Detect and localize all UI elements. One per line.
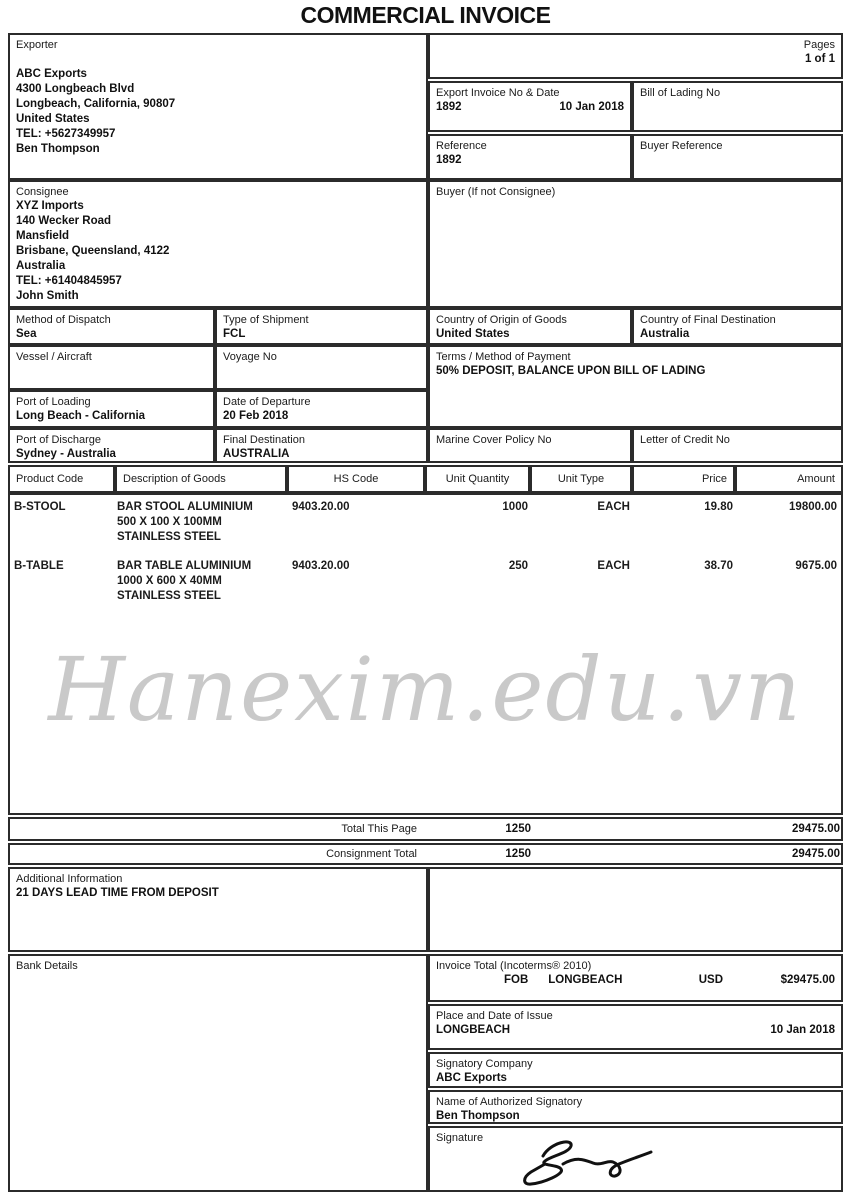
marine-cover-cell — [428, 428, 632, 463]
item-price: 38.70 — [704, 560, 733, 572]
export-invoice-value — [436, 100, 624, 115]
invoice-total-value — [436, 973, 835, 988]
date-of-departure-label: Date of Departure — [223, 396, 311, 408]
method-of-dispatch-label: Method of Dispatch — [16, 314, 111, 326]
total-this-page-amount: 29475.00 — [792, 822, 840, 835]
place-date-of-issue-value — [436, 1023, 835, 1038]
issue-place: LONGBEACH — [436, 1024, 511, 1036]
document-title: COMMERCIAL INVOICE — [300, 2, 551, 28]
additional-information-cell — [8, 867, 428, 952]
item-product-code: B-STOOL — [14, 501, 66, 513]
port-of-discharge-label: Port of Discharge — [16, 434, 101, 446]
letter-of-credit-label: Letter of Credit No — [640, 434, 730, 446]
vessel-label: Vessel / Aircraft — [16, 351, 92, 363]
consignee-line: John Smith — [16, 290, 79, 302]
item-description-line: STAINLESS STEEL — [117, 590, 221, 602]
item-description-line: STAINLESS STEEL — [117, 531, 221, 543]
terms-of-payment-label: Terms / Method of Payment — [436, 351, 571, 363]
header-amount — [735, 465, 843, 493]
consignment-total-label: Consignment Total — [326, 848, 417, 860]
final-destination-value: AUSTRALIA — [223, 448, 290, 460]
item-description-line: 500 X 100 X 100MM — [117, 516, 222, 528]
bill-of-lading-cell — [632, 81, 843, 132]
bank-details-label: Bank Details — [16, 960, 78, 972]
method-of-dispatch-value: Sea — [16, 328, 37, 340]
handwritten-signature-icon — [505, 1134, 715, 1186]
exporter-line: Longbeach, California, 90807 — [16, 98, 176, 110]
item-unit-quantity: 1000 — [502, 501, 528, 513]
authorized-signatory-value: Ben Thompson — [436, 1110, 520, 1122]
item-price: 19.80 — [704, 501, 733, 513]
exporter-address — [16, 67, 420, 157]
vessel-cell — [8, 345, 215, 390]
item-description-line: BAR STOOL ALUMINIUM — [117, 501, 253, 513]
invoice-total-amount: $29475.00 — [780, 974, 835, 986]
total-this-page-quantity: 1250 — [505, 822, 531, 835]
item-description-line: BAR TABLE ALUMINIUM — [117, 560, 252, 572]
port-of-loading-label: Port of Loading — [16, 396, 91, 408]
item-description-line: 1000 X 600 X 40MM — [117, 575, 222, 587]
header-unit-type-label: Unit Type — [557, 473, 605, 485]
header-unit-type — [530, 465, 632, 493]
export-invoice-cell — [428, 81, 632, 132]
export-invoice-date: 10 Jan 2018 — [559, 101, 624, 113]
bank-details-cell — [8, 954, 428, 1192]
header-hs-code — [287, 465, 425, 493]
pages-cell — [428, 33, 843, 79]
letter-of-credit-cell — [632, 428, 843, 463]
invoice-total-label: Invoice Total (Incoterms® 2010) — [436, 960, 592, 972]
consignment-total-quantity: 1250 — [505, 847, 531, 860]
country-of-origin-value: United States — [436, 328, 510, 340]
item-hs-code: 9403.20.00 — [292, 501, 350, 513]
item-row — [10, 554, 841, 613]
total-this-page-row — [8, 817, 843, 841]
invoice-total-currency: USD — [698, 974, 723, 986]
terms-of-payment-value: 50% DEPOSIT, BALANCE UPON BILL OF LADING — [436, 365, 706, 377]
item-unit-type: EACH — [597, 501, 630, 513]
place-date-of-issue-label: Place and Date of Issue — [436, 1010, 553, 1022]
export-invoice-label: Export Invoice No & Date — [436, 87, 560, 99]
final-destination-label: Final Destination — [223, 434, 305, 446]
voyage-label: Voyage No — [223, 351, 277, 363]
place-date-of-issue-cell — [428, 1004, 843, 1050]
port-of-loading-cell — [8, 390, 215, 428]
exporter-line: Ben Thompson — [16, 143, 100, 155]
buyer-reference-label: Buyer Reference — [640, 140, 723, 152]
header-unit-quantity — [425, 465, 530, 493]
type-of-shipment-value: FCL — [223, 328, 246, 340]
item-product-code: B-TABLE — [14, 560, 64, 572]
date-of-departure-value: 20 Feb 2018 — [223, 410, 289, 422]
port-of-loading-value: Long Beach - California — [16, 410, 146, 422]
pages-label: Pages — [803, 39, 835, 51]
reference-value: 1892 — [436, 154, 462, 166]
header-product-code — [8, 465, 115, 493]
invoice-total-place: LONGBEACH — [548, 974, 623, 986]
authorized-signatory-cell — [428, 1090, 843, 1124]
signature-cell — [428, 1126, 843, 1192]
authorized-signatory-label: Name of Authorized Signatory — [436, 1096, 583, 1108]
buyer-label: Buyer (If not Consignee) — [436, 186, 556, 198]
header-hs-code-label: HS Code — [333, 473, 379, 485]
watermark-text: Hanexim.edu.vn — [48, 638, 803, 741]
method-of-dispatch-cell — [8, 308, 215, 345]
consignee-line: XYZ Imports — [16, 200, 84, 212]
consignee-label: Consignee — [16, 186, 69, 198]
item-amount: 19800.00 — [789, 501, 837, 513]
consignee-address — [16, 199, 420, 304]
item-description — [113, 559, 285, 613]
voyage-cell — [215, 345, 428, 390]
consignee-line: Brisbane, Queensland, 4122 — [16, 245, 170, 257]
date-of-departure-cell — [215, 390, 428, 428]
final-destination-cell — [215, 428, 428, 463]
exporter-line: 4300 Longbeach Blvd — [16, 83, 135, 95]
issue-date: 10 Jan 2018 — [770, 1024, 835, 1036]
type-of-shipment-label: Type of Shipment — [223, 314, 309, 326]
additional-information-right-cell — [428, 867, 843, 952]
exporter-line: ABC Exports — [16, 68, 87, 80]
consignee-line: Mansfield — [16, 230, 70, 242]
item-description — [113, 500, 285, 554]
buyer-reference-cell — [632, 134, 843, 180]
consignment-total-amount: 29475.00 — [792, 847, 840, 860]
reference-cell — [428, 134, 632, 180]
reference-label: Reference — [436, 140, 487, 152]
header-amount-label: Amount — [797, 473, 835, 485]
total-this-page-label: Total This Page — [341, 823, 417, 835]
signatory-company-value: ABC Exports — [436, 1072, 507, 1084]
export-invoice-number: 1892 — [436, 101, 462, 113]
marine-cover-label: Marine Cover Policy No — [436, 434, 552, 446]
item-hs-code: 9403.20.00 — [292, 560, 350, 572]
port-of-discharge-cell — [8, 428, 215, 463]
country-of-destination-cell — [632, 308, 843, 345]
terms-of-payment-cell — [428, 345, 843, 428]
country-of-origin-label: Country of Origin of Goods — [436, 314, 567, 326]
country-of-destination-value: Australia — [640, 328, 690, 340]
invoice-total-incoterm: FOB — [504, 974, 529, 986]
signature-label: Signature — [436, 1132, 484, 1144]
type-of-shipment-cell — [215, 308, 428, 345]
pages-value: 1 of 1 — [804, 53, 835, 65]
exporter-line: United States — [16, 113, 90, 125]
header-description — [115, 465, 287, 493]
header-product-code-label: Product Code — [16, 473, 84, 485]
exporter-label: Exporter — [16, 39, 58, 51]
header-price-label: Price — [701, 473, 727, 485]
port-of-discharge-value: Sydney - Australia — [16, 448, 116, 460]
header-description-label: Description of Goods — [123, 473, 226, 485]
signatory-company-label: Signatory Company — [436, 1058, 533, 1070]
invoice-total-cell — [428, 954, 843, 1002]
consignee-cell — [8, 180, 428, 308]
exporter-cell — [8, 33, 428, 180]
consignee-line: 140 Wecker Road — [16, 215, 112, 227]
item-row — [10, 495, 841, 554]
country-of-origin-cell — [428, 308, 632, 345]
buyer-cell — [428, 180, 843, 308]
item-unit-type: EACH — [597, 560, 630, 572]
exporter-line: TEL: +5627349957 — [16, 128, 116, 140]
consignment-total-row — [8, 843, 843, 865]
additional-information-label: Additional Information — [16, 873, 123, 885]
header-unit-quantity-label: Unit Quantity — [445, 473, 510, 485]
item-amount: 9675.00 — [795, 560, 837, 572]
additional-information-value: 21 DAYS LEAD TIME FROM DEPOSIT — [16, 887, 219, 899]
bill-of-lading-label: Bill of Lading No — [640, 87, 721, 99]
signatory-company-cell — [428, 1052, 843, 1088]
header-price — [632, 465, 735, 493]
consignee-line: Australia — [16, 260, 66, 272]
item-unit-quantity: 250 — [508, 560, 528, 572]
consignee-line: TEL: +61404845957 — [16, 275, 122, 287]
items-body — [8, 493, 843, 815]
country-of-destination-label: Country of Final Destination — [640, 314, 776, 326]
